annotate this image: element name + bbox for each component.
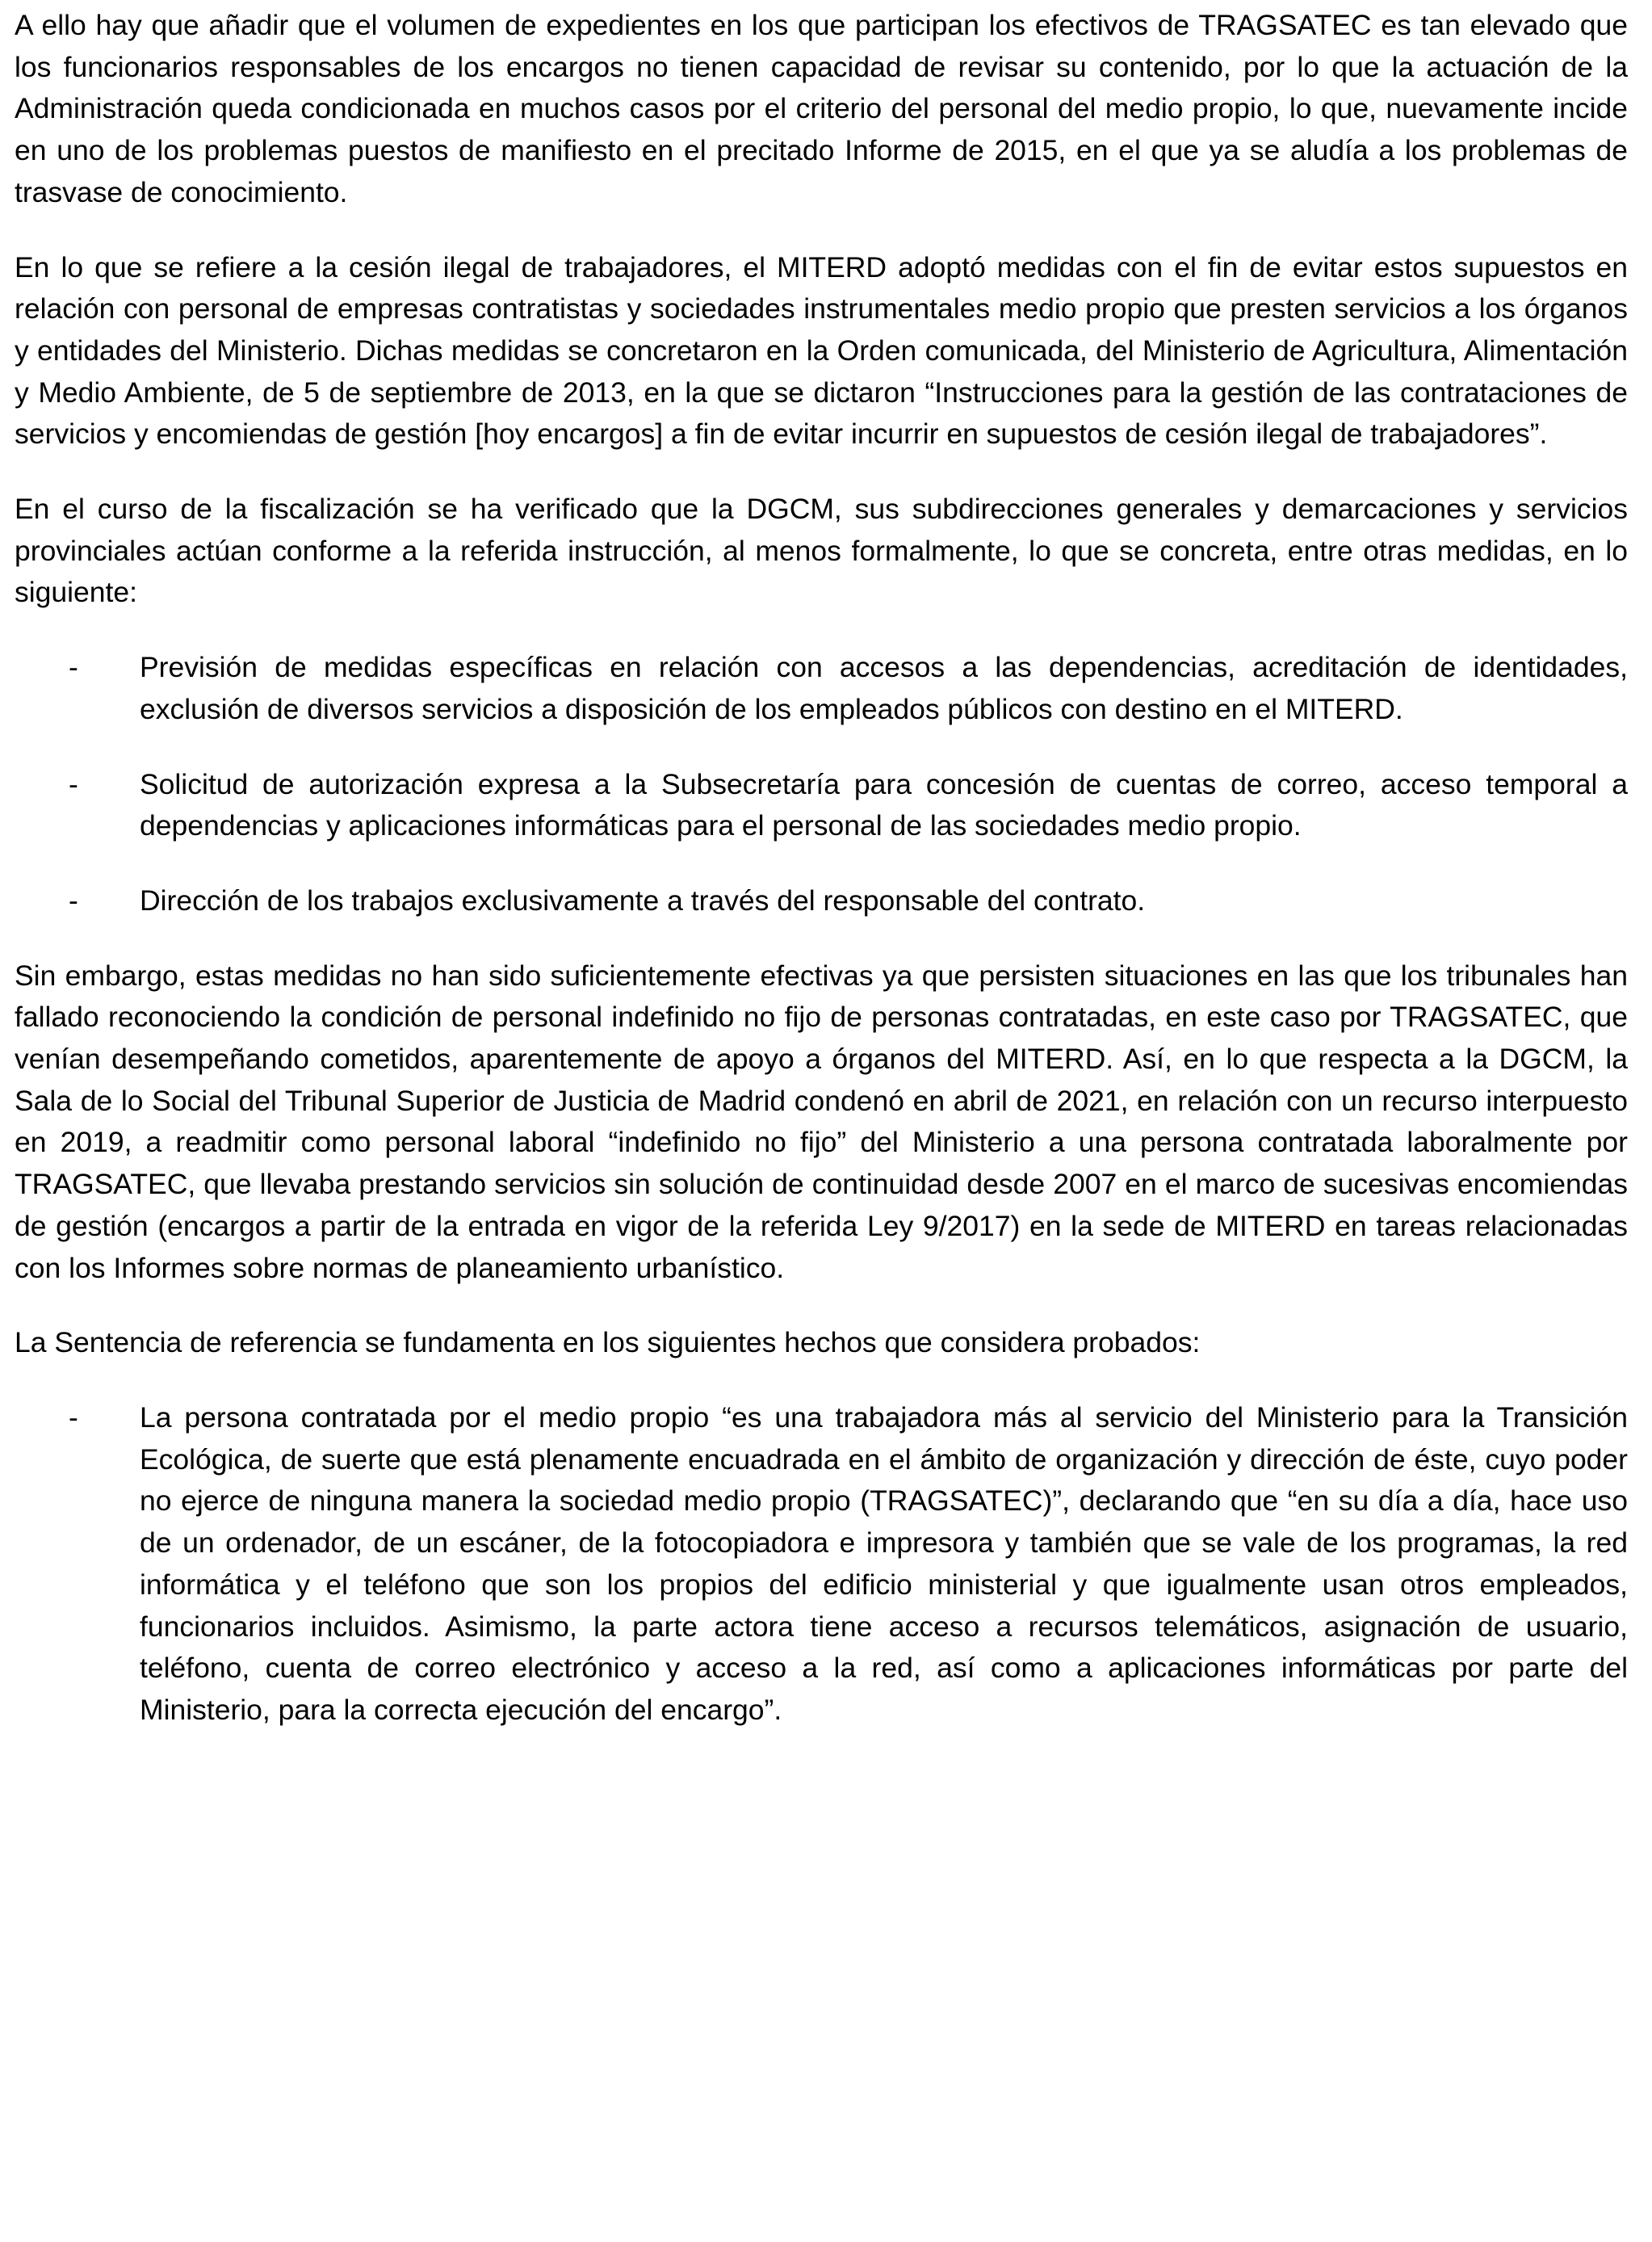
list-item [15, 764, 1628, 847]
bullet-dash: - [69, 767, 78, 800]
list-item-text: Solicitud de autorización expresa a la Subsecretaría para concesión de cuentas de correo, acceso temporal a dependencias y aplicaciones informáticas para el personal de las sociedades medio propio. [140, 767, 1628, 842]
bullet-dash: - [69, 651, 78, 684]
list-item [15, 1397, 1628, 1732]
paragraph-cesion-ilegal: En lo que se refiere a la cesión ilegal de trabajadores, el MITERD adoptó medidas con el fin de evitar estos supuestos en relación con personal de empresas contratistas y sociedades instrumentales medio propio que presten servicios a los órganos y entidades del Ministerio. Dichas medidas se concretaron en la Orden comunicada, del Ministerio de Agricultura, Alimentación y Medio Ambiente, de 5 de septiembre de 2013, en la que se dictaron “Instrucciones para la gestión de las contrataciones de servicios y encomiendas de gestión [hoy encargos] a fin de evitar incurrir en supuestos de cesión ilegal de trabajadores”. [15, 250, 1628, 451]
paragraph-volumen-expedientes: A ello hay que añadir que el volumen de expedientes en los que participan los efectivos de TRAGSATEC es tan elevado que los funcionarios responsables de los encargos no tienen capacidad de revisar su contenido, por lo que la actuación de la Administración queda condicionada en muchos casos por el criterio del personal del medio propio, lo que, nuevamente incide en uno de los problemas puestos de manifiesto en el precitado Informe de 2015, en el que ya se aludía a los problemas de trasvase de conocimiento. [15, 9, 1628, 208]
list-item [15, 647, 1628, 730]
paragraph-fiscalizacion: En el curso de la fiscalización se ha verificado que la DGCM, sus subdirecciones generales y demarcaciones y servicios provinciales actúan conforme a la referida instrucción, al menos formalmente, lo que se concreta, entre otras medidas, en lo siguiente: [15, 493, 1628, 609]
paragraph-sin-embargo: Sin embargo, estas medidas no han sido suficientemente efectivas ya que persisten situaciones en las que los tribunales han fallado reconociendo la condición de personal indefinido no fijo de personas contratadas, en este caso por TRAGSATEC, que venían desempeñando cometidos, aparentemente de apoyo a órganos del MITERD. Así, en lo que respecta a la DGCM, la Sala de lo Social del Tribunal Superior de Justicia de Madrid condenó en abril de 2021, en relación con un recurso interpuesto en 2019, a readmitir como personal laboral “indefinido no fijo” del Ministerio a una persona contratada laboralmente por TRAGSATEC, que llevaba prestando servicios sin solución de continuidad desde 2007 en el marco de sucesivas encomiendas de gestión (encargos a partir de la entrada en vigor de la referida Ley 9/2017) en la sede de MITERD en tareas relacionadas con los Informes sobre normas de planeamiento urbanístico. [15, 959, 1628, 1284]
list-item-text: Dirección de los trabajos exclusivamente a través del responsable del contrato. [140, 884, 1146, 917]
paragraph-sentencia: La Sentencia de referencia se fundamenta en los siguientes hechos que considera probados: [15, 1326, 1201, 1359]
document-page [15, 5, 1628, 1765]
list-item-text: La persona contratada por el medio propio “es una trabajadora más al servicio del Ministerio para la Transición Ecológica, de suerte que está plenamente encuadrada en el ámbito de organización y dirección de éste, cuyo poder no ejerce de ninguna manera la sociedad medio propio (TRAGSATEC)”, declarando que “en su día a día, hace uso de un ordenador, de un escáner, de la fotocopiadora e impresora y también que se vale de los programas, la red informática y el teléfono que son los propios del edificio ministerial y que igualmente usan otros empleados, funcionarios incluidos. Asimismo, la parte actora tiene acceso a recursos telemáticos, asignación de usuario, teléfono, cuenta de correo electrónico y acceso a la red, así como a aplicaciones informáticas por parte del Ministerio, para la correcta ejecución del encargo”. [140, 1400, 1628, 1726]
list-item [15, 880, 1628, 922]
bullet-dash: - [69, 1400, 78, 1434]
list-item-text: Previsión de medidas específicas en relación con accesos a las dependencias, acreditación de identidades, exclusión de diversos servicios a disposición de los empleados públicos con destino en el MITERD. [140, 651, 1628, 725]
bullet-dash: - [69, 884, 78, 917]
